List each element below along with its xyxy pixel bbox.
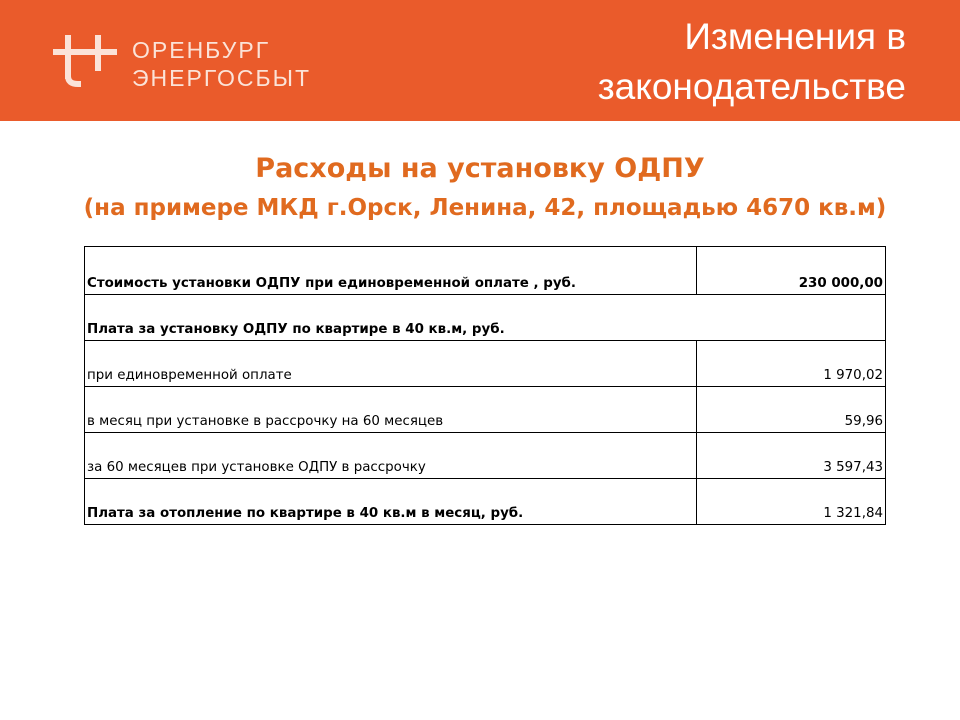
slide-title — [0, 148, 960, 226]
row-value: 59,96 — [697, 387, 886, 433]
section-title — [486, 12, 906, 112]
cost-table — [84, 246, 886, 525]
logo-line-1: ОРЕНБУРГ — [132, 37, 271, 63]
row-label: Плата за отопление по квартире в 40 кв.м в месяц, руб. — [85, 479, 697, 525]
table-row — [85, 479, 886, 525]
row-value: 1 321,84 — [697, 479, 886, 525]
slide-title-main: Расходы на установку ОДПУ — [255, 153, 705, 184]
logo-wordmark — [132, 36, 311, 92]
row-label: в месяц при установке в рассрочку на 60 месяцев — [85, 387, 697, 433]
row-label: Стоимость установки ОДПУ при единовременной оплате , руб. — [85, 247, 697, 295]
company-logo — [52, 32, 312, 92]
logo-line-2: ЭНЕРГОСБЫТ — [132, 65, 311, 91]
row-label: за 60 месяцев при установке ОДПУ в рассрочку — [85, 433, 697, 479]
table-row — [85, 295, 886, 341]
table-row — [85, 341, 886, 387]
table-row — [85, 387, 886, 433]
section-title-line-2: законодательстве — [597, 66, 906, 107]
header-bar — [0, 0, 960, 121]
row-label: при единовременной оплате — [85, 341, 697, 387]
section-title-line-1: Изменения в — [684, 16, 906, 57]
row-value: 3 597,43 — [697, 433, 886, 479]
slide-title-sub: (на примере МКД г.Орск, Ленина, 42, площадью 4670 кв.м) — [83, 195, 887, 221]
logo-mark-icon — [52, 32, 122, 92]
table-row — [85, 247, 886, 295]
table-row — [85, 433, 886, 479]
row-value: 230 000,00 — [697, 247, 886, 295]
row-value: 1 970,02 — [697, 341, 886, 387]
row-label: Плата за установку ОДПУ по квартире в 40 кв.м, руб. — [85, 295, 886, 341]
